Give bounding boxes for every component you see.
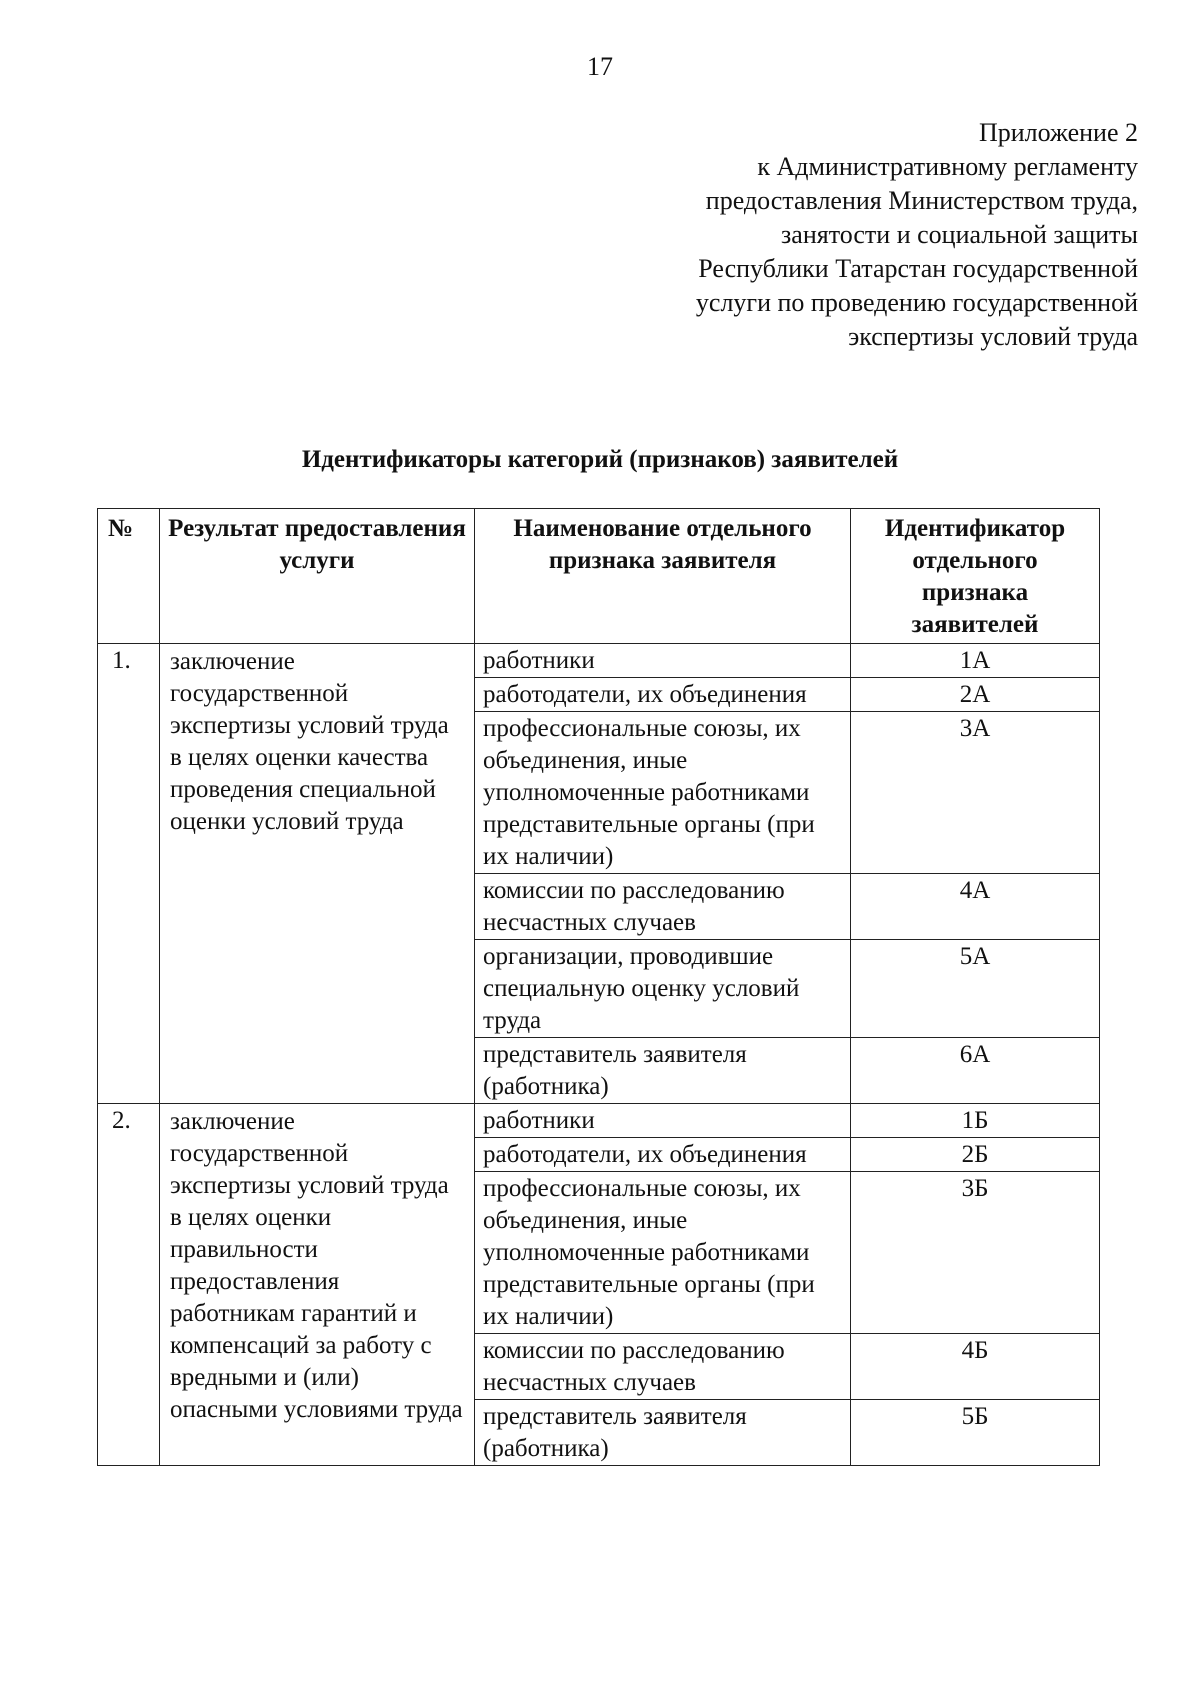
header-sign: Наименование отдельного признака заявителя <box>475 509 851 644</box>
applicant-identifier: 3А <box>851 712 1100 874</box>
applicant-identifier: 2Б <box>851 1138 1100 1172</box>
applicant-identifier: 5Б <box>851 1400 1100 1466</box>
applicant-identifier: 1А <box>851 644 1100 678</box>
applicant-identifier: 5А <box>851 940 1100 1038</box>
applicant-sign: профессиональные союзы, их объединения, иные уполномоченные работниками представительные органы (при их наличии) <box>475 1172 851 1334</box>
appendix-line: Приложение 2 <box>978 118 1138 147</box>
appendix-line: экспертизы условий труда <box>848 322 1138 351</box>
header-number: № <box>98 509 160 644</box>
table-header-row <box>98 509 1100 644</box>
applicant-sign: профессиональные союзы, их объединения, иные уполномоченные работниками представительные органы (при их наличии) <box>475 712 851 874</box>
appendix-line: предоставления Министерством труда, <box>705 186 1138 215</box>
table-row <box>98 644 1100 678</box>
applicant-sign: комиссии по расследованию несчастных случаев <box>475 874 851 940</box>
page-number: 17 <box>587 52 613 81</box>
row-number: 2. <box>98 1104 160 1466</box>
document-title: Идентификаторы категорий (признаков) заявителей <box>301 446 899 473</box>
applicant-identifier: 3Б <box>851 1172 1100 1334</box>
table-row <box>98 1104 1100 1138</box>
applicant-sign: работодатели, их объединения <box>475 678 851 712</box>
header-result: Результат предоставления услуги <box>160 509 475 644</box>
appendix-line: к Административному регламенту <box>757 152 1138 181</box>
appendix-line: услуги по проведению государственной <box>695 288 1138 317</box>
service-result: заключение государственной экспертизы условий труда в целях оценки качества проведения специальной оценки условий труда <box>160 644 475 1104</box>
row-number: 1. <box>98 644 160 1104</box>
applicant-sign: работодатели, их объединения <box>475 1138 851 1172</box>
applicant-identifier: 6А <box>851 1038 1100 1104</box>
applicant-sign: работники <box>475 644 851 678</box>
appendix-line: занятости и социальной защиты <box>781 220 1138 249</box>
applicant-identifier: 4Б <box>851 1334 1100 1400</box>
header-identifier: Идентификатор отдельного признака заявителей <box>851 509 1100 644</box>
applicant-sign: организации, проводившие специальную оценку условий труда <box>475 940 851 1038</box>
identifiers-table <box>97 508 1100 1466</box>
applicant-identifier: 1Б <box>851 1104 1100 1138</box>
applicant-identifier: 4А <box>851 874 1100 940</box>
applicant-sign: работники <box>475 1104 851 1138</box>
applicant-sign: комиссии по расследованию несчастных случаев <box>475 1334 851 1400</box>
service-result: заключение государственной экспертизы условий труда в целях оценки правильности предоставления работникам гарантий и компенсаций за работу с вредными и (или) опасными условиями труда <box>160 1104 475 1466</box>
appendix-line: Республики Татарстан государственной <box>698 254 1138 283</box>
applicant-identifier: 2А <box>851 678 1100 712</box>
applicant-sign: представитель заявителя (работника) <box>475 1038 851 1104</box>
appendix-block <box>518 116 1138 354</box>
applicant-sign: представитель заявителя (работника) <box>475 1400 851 1466</box>
